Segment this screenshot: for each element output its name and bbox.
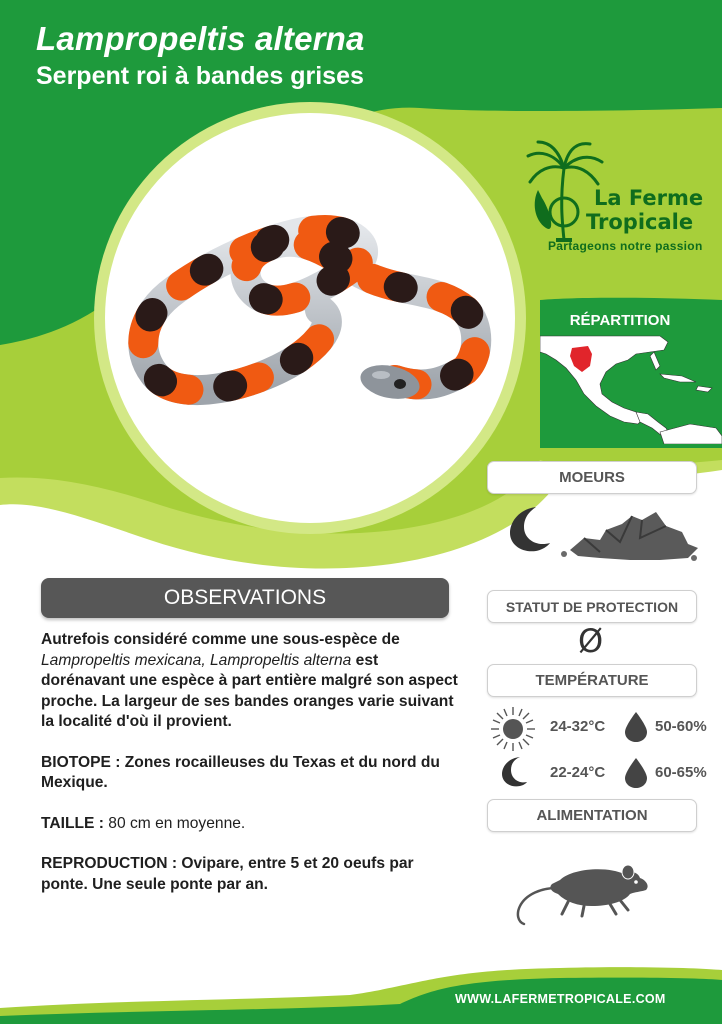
la-ferme-tropicale-logo [520, 140, 710, 270]
biotope-label: BIOTOPE : [41, 753, 121, 771]
reproduction-text: Ovipare, entre 5 et 20 oeufs par ponte. Une seule ponte par an. [41, 855, 414, 893]
temperature-label: TEMPÉRATURE [487, 664, 697, 697]
logo-tagline: Partageons notre passion [548, 239, 703, 253]
day-temperature: 24-32°C [550, 718, 606, 735]
intro-species-italic: Lampropeltis mexicana, Lampropeltis alterna [41, 651, 352, 669]
night-temperature: 22-24°C [550, 764, 606, 781]
water-drop-icon [625, 758, 647, 788]
species-title: Lampropeltis alterna [36, 20, 365, 57]
observations-body [41, 630, 461, 915]
taille-paragraph [41, 814, 461, 835]
intro-text-1: Autrefois considéré comme une sous-espèce de [41, 631, 400, 648]
alimentation-label: ALIMENTATION [487, 799, 697, 832]
reproduction-label: REPRODUCTION : [41, 855, 178, 872]
sun-icon [490, 706, 536, 752]
logo-name-line2: Tropicale [586, 210, 694, 234]
distribution-map [540, 332, 722, 444]
repartition-label: RÉPARTITION [569, 312, 671, 329]
website-link[interactable]: WWW.LAFERMETROPICALE.COM [455, 992, 666, 1006]
protection-status-value: Ø [578, 622, 604, 660]
moon-icon [506, 505, 552, 553]
moon-icon [500, 756, 528, 788]
observations-intro [41, 630, 461, 733]
logo-name-line1: La Ferme [594, 186, 704, 210]
water-drop-icon [625, 712, 647, 742]
observations-heading: OBSERVATIONS [41, 578, 449, 618]
moeurs-label: MOEURS [487, 461, 697, 494]
taille-text: 80 cm en moyenne. [103, 814, 246, 832]
day-humidity: 50-60% [655, 718, 707, 735]
snake-photo [95, 120, 515, 520]
biotope-text: Zones rocailleuses du Texas et du nord du Mexique. [41, 753, 440, 791]
intro-text-2: est dorénavant une espèce à part entière malgré son aspect proche. La largeur de ses bandes oranges varie suivant la localité d'où il provient. [41, 651, 458, 730]
protection-status-label: STATUT DE PROTECTION [487, 590, 697, 623]
reproduction-paragraph [41, 854, 461, 895]
species-subtitle: Serpent roi à bandes grises [36, 62, 364, 90]
rocks-icon [560, 510, 702, 564]
biotope-paragraph [41, 753, 461, 794]
night-humidity: 60-65% [655, 764, 707, 781]
taille-label: TAILLE : [41, 814, 104, 832]
rat-icon [512, 858, 652, 928]
